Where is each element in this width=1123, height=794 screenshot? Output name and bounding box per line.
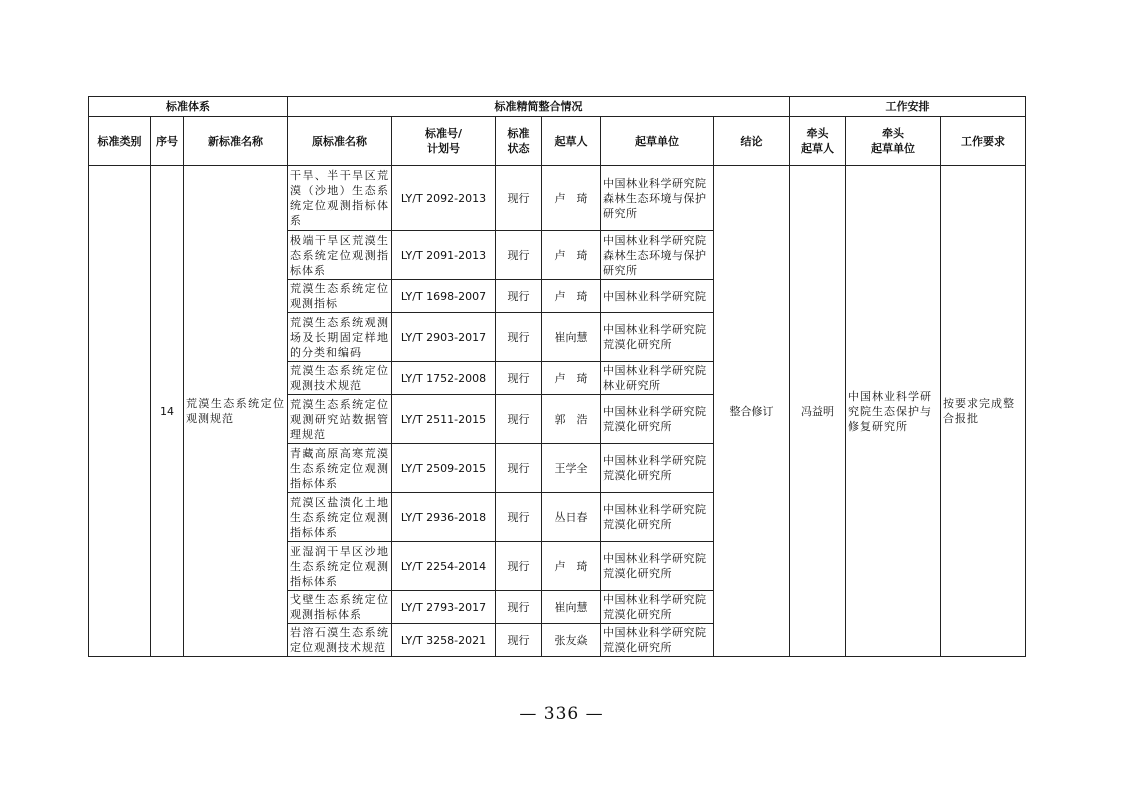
- col-header-unit: 起草单位: [601, 117, 714, 166]
- drafting-unit: 中国林业科学研究院荒漠化研究所: [601, 542, 714, 591]
- drafter: 卢 琦: [542, 362, 601, 395]
- standard-status: 现行: [496, 591, 542, 624]
- group-header-work-arrangement: 工作安排: [790, 97, 1026, 117]
- lead-unit-cell: 中国林业科学研究院生态保护与修复研究所: [846, 166, 941, 657]
- col-header-drafter: 起草人: [542, 117, 601, 166]
- drafting-unit: 中国林业科学研究院: [601, 280, 714, 313]
- original-standard-name: 荒漠生态系统定位观测指标: [288, 280, 392, 313]
- original-standard-name: 岩溶石漠生态系统定位观测技术规范: [288, 624, 392, 657]
- standard-code: LY/T 2793-2017: [392, 591, 496, 624]
- col-header-lead-drafter: 牵头 起草人: [790, 117, 846, 166]
- col-header-status: 标准 状态: [496, 117, 542, 166]
- original-standard-name: 荒漠区盐渍化土地生态系统定位观测指标体系: [288, 493, 392, 542]
- category-cell: [89, 166, 151, 657]
- drafting-unit: 中国林业科学研究院荒漠化研究所: [601, 624, 714, 657]
- drafter: 郭 浩: [542, 395, 601, 444]
- standard-code: LY/T 2092-2013: [392, 166, 496, 231]
- standard-status: 现行: [496, 542, 542, 591]
- standard-status: 现行: [496, 444, 542, 493]
- original-standard-name: 荒漠生态系统观测场及长期固定样地的分类和编码: [288, 313, 392, 362]
- col-header-lead-unit: 牵头 起草单位: [846, 117, 941, 166]
- drafting-unit: 中国林业科学研究院荒漠化研究所: [601, 444, 714, 493]
- original-standard-name: 荒漠生态系统定位观测研究站数据管理规范: [288, 395, 392, 444]
- drafting-unit: 中国林业科学研究院林业研究所: [601, 362, 714, 395]
- standard-code: LY/T 1698-2007: [392, 280, 496, 313]
- standard-status: 现行: [496, 624, 542, 657]
- col-header-original-name: 原标准名称: [288, 117, 392, 166]
- col-header-requirement: 工作要求: [941, 117, 1026, 166]
- col-header-conclusion: 结论: [714, 117, 790, 166]
- drafting-unit: 中国林业科学研究院荒漠化研究所: [601, 313, 714, 362]
- drafter: 卢 琦: [542, 280, 601, 313]
- conclusion-cell: 整合修订: [714, 166, 790, 657]
- drafter: 卢 琦: [542, 166, 601, 231]
- standard-code: LY/T 2936-2018: [392, 493, 496, 542]
- original-standard-name: 亚湿润干旱区沙地生态系统定位观测指标体系: [288, 542, 392, 591]
- standard-code: LY/T 2511-2015: [392, 395, 496, 444]
- seq-cell: 14: [151, 166, 184, 657]
- standard-status: 现行: [496, 395, 542, 444]
- standard-code: LY/T 2091-2013: [392, 231, 496, 280]
- original-standard-name: 青藏高原高寒荒漠生态系统定位观测指标体系: [288, 444, 392, 493]
- standard-status: 现行: [496, 280, 542, 313]
- lead-drafter-cell: 冯益明: [790, 166, 846, 657]
- drafter: 卢 琦: [542, 231, 601, 280]
- standard-code: LY/T 2509-2015: [392, 444, 496, 493]
- standards-table: [88, 96, 1026, 657]
- drafting-unit: 中国林业科学研究院荒漠化研究所: [601, 591, 714, 624]
- requirement-cell: 按要求完成整合报批: [941, 166, 1026, 657]
- drafter: 崔向慧: [542, 591, 601, 624]
- drafting-unit: 中国林业科学研究院森林生态环境与保护研究所: [601, 166, 714, 231]
- new-standard-name: 荒漠生态系统定位观测规范: [184, 166, 288, 657]
- drafter: 崔向慧: [542, 313, 601, 362]
- table-row: [89, 166, 1026, 231]
- col-header-code: 标准号/ 计划号: [392, 117, 496, 166]
- drafter: 卢 琦: [542, 542, 601, 591]
- original-standard-name: 荒漠生态系统定位观测技术规范: [288, 362, 392, 395]
- original-standard-name: 戈壁生态系统定位观测指标体系: [288, 591, 392, 624]
- standard-status: 现行: [496, 493, 542, 542]
- standard-code: LY/T 2903-2017: [392, 313, 496, 362]
- standard-status: 现行: [496, 166, 542, 231]
- original-standard-name: 极端干旱区荒漠生态系统定位观测指标体系: [288, 231, 392, 280]
- standard-status: 现行: [496, 362, 542, 395]
- drafting-unit: 中国林业科学研究院荒漠化研究所: [601, 493, 714, 542]
- standard-code: LY/T 3258-2021: [392, 624, 496, 657]
- standard-status: 现行: [496, 313, 542, 362]
- standard-status: 现行: [496, 231, 542, 280]
- drafting-unit: 中国林业科学研究院森林生态环境与保护研究所: [601, 231, 714, 280]
- drafter: 张友焱: [542, 624, 601, 657]
- col-header-new-name: 新标准名称: [184, 117, 288, 166]
- col-header-category: 标准类别: [89, 117, 151, 166]
- page-number: — 336 —: [519, 704, 604, 724]
- group-header-standard-system: 标准体系: [89, 97, 288, 117]
- standard-code: LY/T 1752-2008: [392, 362, 496, 395]
- standard-code: LY/T 2254-2014: [392, 542, 496, 591]
- drafting-unit: 中国林业科学研究院荒漠化研究所: [601, 395, 714, 444]
- group-header-integration: 标准精简整合情况: [288, 97, 790, 117]
- drafter: 王学全: [542, 444, 601, 493]
- original-standard-name: 干旱、半干旱区荒漠（沙地）生态系统定位观测指标体系: [288, 166, 392, 231]
- col-header-seq: 序号: [151, 117, 184, 166]
- drafter: 丛日春: [542, 493, 601, 542]
